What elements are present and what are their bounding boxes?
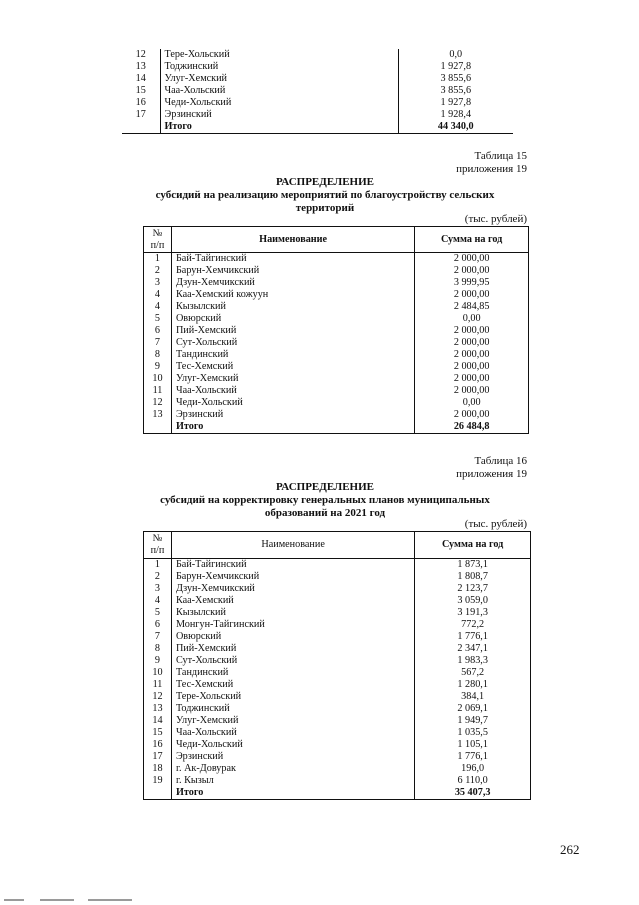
table-row [144, 277, 529, 289]
row-number: 9 [144, 655, 172, 667]
row-number: 16 [144, 739, 172, 751]
row-sum: 1 808,7 [457, 571, 488, 582]
row-name: Дзун-Хемчикский [171, 583, 414, 595]
row-sum: 567,2 [461, 667, 485, 678]
row-number: 3 [144, 277, 172, 289]
table-16-label: Таблица 16 приложения 19 [456, 455, 527, 480]
row-number: 17 [122, 109, 160, 121]
row-number: 2 [144, 265, 172, 277]
row-sum: 1 280,1 [457, 679, 488, 690]
row-name: Овюрский [171, 313, 414, 325]
table-row [144, 643, 531, 655]
table-row [122, 61, 513, 73]
table-row [144, 559, 531, 572]
row-name: Кызылский [171, 301, 414, 313]
row-number: 19 [144, 775, 172, 787]
row-number: 16 [122, 97, 160, 109]
row-name: Чаа-Хольский [171, 727, 414, 739]
row-name: Барун-Хемчикский [171, 265, 414, 277]
scan-artifact [88, 899, 132, 901]
row-sum: 6 110,0 [457, 775, 488, 786]
row-name: Чеди-Хольский [171, 397, 414, 409]
total-num [122, 121, 160, 134]
table-row [144, 751, 531, 763]
row-number: 14 [144, 715, 172, 727]
table-row [122, 97, 513, 109]
row-name: Эрзинский [171, 409, 414, 421]
header-name: Наименование [171, 227, 414, 253]
table-row [144, 301, 529, 313]
row-sum: 0,00 [462, 313, 481, 324]
row-sum: 1 776,1 [457, 751, 488, 762]
row-number: 11 [144, 385, 172, 397]
table-row [144, 655, 531, 667]
table-15-units: (тыс. рублей) [464, 213, 527, 225]
table-row [122, 49, 513, 61]
table-row [144, 727, 531, 739]
row-name: Чаа-Хольский [171, 385, 414, 397]
row-number: 13 [144, 703, 172, 715]
row-name: Кызылский [171, 607, 414, 619]
row-name: Тере-Хольский [160, 49, 398, 61]
total-sum: 35 407,3 [454, 787, 491, 798]
table-row [144, 373, 529, 385]
table-row [144, 289, 529, 301]
table-15-subtitle-1: субсидий на реализацию мероприятий по благоустройству сельских [155, 189, 495, 201]
row-number: 1 [144, 253, 172, 266]
row-name: Тере-Хольский [171, 691, 414, 703]
row-sum: 2 000,00 [453, 265, 490, 276]
row-number: 15 [144, 727, 172, 739]
row-number: 4 [144, 301, 172, 313]
row-sum: 0,0 [449, 49, 463, 60]
row-name: Каа-Хемский [171, 595, 414, 607]
row-number: 14 [122, 73, 160, 85]
row-number: 15 [122, 85, 160, 97]
row-number: 4 [144, 595, 172, 607]
row-sum: 1 949,7 [457, 715, 488, 726]
row-sum: 2 123,7 [457, 583, 488, 594]
row-number: 10 [144, 667, 172, 679]
table-row [144, 397, 529, 409]
row-sum: 2 000,00 [453, 325, 490, 336]
row-sum: 2 000,00 [453, 361, 490, 372]
row-name: Тоджинский [160, 61, 398, 73]
table-row [144, 385, 529, 397]
table-row [144, 763, 531, 775]
row-name: Тандинский [171, 667, 414, 679]
total-row [144, 787, 531, 800]
row-name: г. Кызыл [171, 775, 414, 787]
total-num [144, 787, 172, 800]
row-sum: 1 983,3 [457, 655, 488, 666]
row-sum: 3 191,3 [457, 607, 488, 618]
total-row [144, 421, 529, 434]
table-row [144, 265, 529, 277]
table-16-subtitle-1: субсидий на корректировку генеральных планов муниципальных [160, 494, 490, 506]
total-row [122, 121, 513, 134]
row-name: Эрзинский [160, 109, 398, 121]
table-15-label: Таблица 15 приложения 19 [456, 150, 527, 175]
row-name: Тес-Хемский [171, 679, 414, 691]
row-sum: 3 855,6 [440, 85, 472, 96]
total-sum: 44 340,0 [437, 121, 474, 132]
row-name: Чеди-Хольский [160, 97, 398, 109]
table-16 [143, 531, 531, 800]
row-number: 4 [144, 289, 172, 301]
row-number: 7 [144, 337, 172, 349]
table-row [122, 109, 513, 121]
row-name: Эрзинский [171, 751, 414, 763]
table-15 [143, 226, 529, 434]
row-sum: 3 999,95 [453, 277, 490, 288]
row-sum: 2 000,00 [453, 349, 490, 360]
table-row [144, 337, 529, 349]
table-15-title [120, 176, 530, 215]
row-name: Бай-Тайгинский [171, 253, 414, 266]
row-sum: 2 347,1 [457, 643, 488, 654]
table-row [144, 619, 531, 631]
row-number: 8 [144, 643, 172, 655]
row-name: Чаа-Хольский [160, 85, 398, 97]
row-name: Улуг-Хемский [171, 715, 414, 727]
table-row [144, 691, 531, 703]
table-row [144, 253, 529, 266]
table-row [122, 73, 513, 85]
row-number: 1 [144, 559, 172, 572]
table-row [144, 715, 531, 727]
row-sum: 2 000,00 [453, 373, 490, 384]
row-sum: 1 776,1 [457, 631, 488, 642]
row-name: Тес-Хемский [171, 361, 414, 373]
header-num: № п/п [144, 227, 172, 253]
table-15-heading: РАСПРЕДЕЛЕНИЕ [275, 176, 374, 188]
row-sum: 384,1 [461, 691, 485, 702]
table-row [144, 775, 531, 787]
row-sum: 1 928,4 [440, 109, 472, 120]
table-row [122, 85, 513, 97]
table-16-heading: РАСПРЕДЕЛЕНИЕ [275, 481, 374, 493]
row-sum: 2 069,1 [457, 703, 488, 714]
row-name: Чеди-Хольский [171, 739, 414, 751]
table-row [144, 679, 531, 691]
row-number: 11 [144, 679, 172, 691]
row-sum: 1 035,5 [457, 727, 488, 738]
total-label: Итого [171, 421, 414, 434]
row-name: Овюрский [171, 631, 414, 643]
total-label: Итого [160, 121, 398, 134]
row-sum: 2 000,00 [453, 337, 490, 348]
row-name: Тандинский [171, 349, 414, 361]
table-row [144, 409, 529, 421]
row-name: Тоджинский [171, 703, 414, 715]
row-name: Монгун-Тайгинский [171, 619, 414, 631]
row-number: 18 [144, 763, 172, 775]
row-number: 5 [144, 313, 172, 325]
row-name: г. Ак-Довурак [171, 763, 414, 775]
table-16-title [120, 481, 530, 520]
row-sum: 2 000,00 [453, 409, 490, 420]
row-number: 6 [144, 325, 172, 337]
row-sum: 2 000,00 [453, 289, 490, 300]
row-name: Бай-Тайгинский [171, 559, 414, 572]
table-row [144, 667, 531, 679]
table-row [144, 361, 529, 373]
header-sum: Сумма на год [415, 227, 529, 253]
header-name: Наименование [171, 532, 414, 559]
page-number: 262 [560, 842, 580, 857]
row-number: 12 [122, 49, 160, 61]
row-sum: 0,00 [462, 397, 481, 408]
total-label: Итого [171, 787, 414, 800]
row-number: 2 [144, 571, 172, 583]
table-row [144, 595, 531, 607]
row-number: 8 [144, 349, 172, 361]
row-name: Сут-Хольский [171, 337, 414, 349]
row-sum: 1 873,1 [457, 559, 488, 570]
row-number: 9 [144, 361, 172, 373]
total-num [144, 421, 172, 434]
row-number: 7 [144, 631, 172, 643]
table-row [144, 313, 529, 325]
scan-artifact [4, 899, 24, 901]
row-sum: 772,2 [461, 619, 485, 630]
row-name: Улуг-Хемский [160, 73, 398, 85]
row-sum: 3 855,6 [440, 73, 472, 84]
row-number: 3 [144, 583, 172, 595]
row-name: Дзун-Хемчикский [171, 277, 414, 289]
row-sum: 3 059,0 [457, 595, 488, 606]
table-16-units: (тыс. рублей) [464, 518, 527, 530]
row-number: 12 [144, 691, 172, 703]
table-row [144, 739, 531, 751]
row-sum: 1 105,1 [457, 739, 488, 750]
row-name: Каа-Хемский кожуун [171, 289, 414, 301]
table-row [144, 631, 531, 643]
total-sum: 26 484,8 [453, 421, 490, 432]
row-sum: 1 927,8 [440, 61, 472, 72]
row-number: 12 [144, 397, 172, 409]
row-number: 13 [144, 409, 172, 421]
row-name: Пий-Хемский [171, 325, 414, 337]
row-sum: 2 000,00 [453, 253, 490, 264]
table-15-subtitle-2: территорий [295, 202, 355, 214]
table-row [144, 583, 531, 595]
row-name: Улуг-Хемский [171, 373, 414, 385]
table-row [144, 325, 529, 337]
row-number: 13 [122, 61, 160, 73]
header-sum: Сумма на год [415, 532, 531, 559]
row-number: 17 [144, 751, 172, 763]
row-name: Барун-Хемчикский [171, 571, 414, 583]
table-row [144, 571, 531, 583]
row-sum: 1 927,8 [440, 97, 472, 108]
row-sum: 2 000,00 [453, 385, 490, 396]
table-row [144, 349, 529, 361]
row-number: 6 [144, 619, 172, 631]
table-14-tail [122, 49, 513, 134]
row-name: Пий-Хемский [171, 643, 414, 655]
row-sum: 196,0 [461, 763, 485, 774]
header-num: № п/п [144, 532, 172, 559]
row-name: Сут-Хольский [171, 655, 414, 667]
scan-artifact [40, 899, 74, 901]
row-number: 10 [144, 373, 172, 385]
table-16-subtitle-2: образований на 2021 год [264, 507, 386, 519]
table-row [144, 607, 531, 619]
row-sum: 2 484,85 [453, 301, 490, 312]
row-number: 5 [144, 607, 172, 619]
table-row [144, 703, 531, 715]
